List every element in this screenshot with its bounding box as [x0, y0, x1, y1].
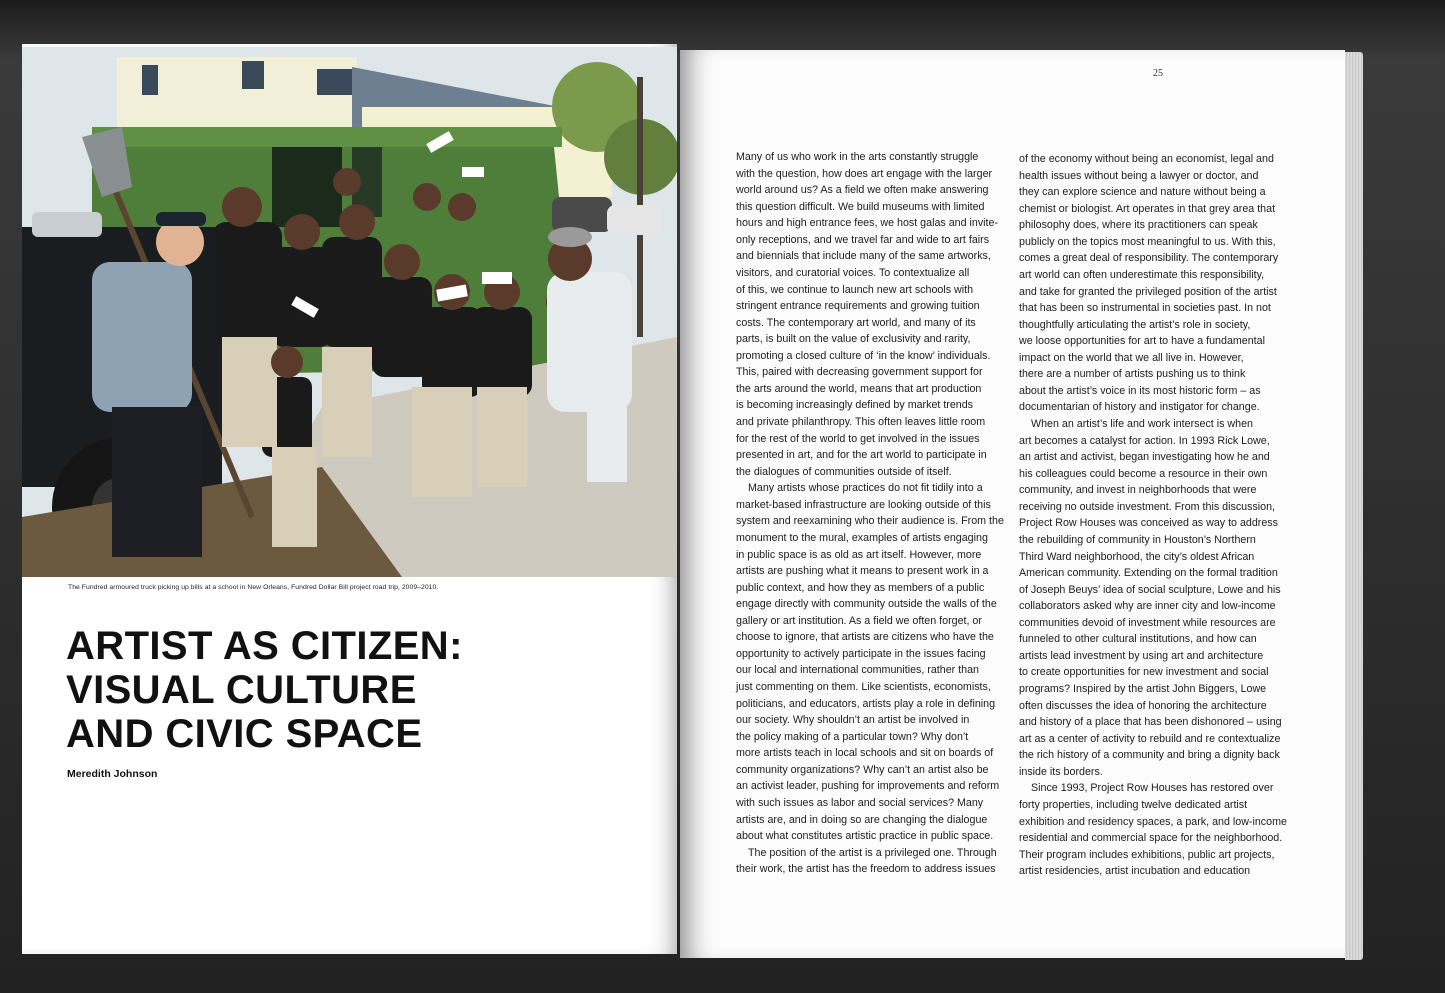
body-text-line: monument to the mural, examples of artists engaging [736, 531, 988, 544]
body-text-line: funneled to other cultural institutions, and how can [1019, 633, 1257, 646]
body-text-line: there are a number of artists pushing us to think [1019, 368, 1246, 381]
body-text-line: our society. Why shouldn’t an artist be involved in [736, 714, 970, 727]
body-text-line: art world can often underestimate this responsibility, [1019, 268, 1265, 281]
body-text-line: with the question, how does art engage with the larger [736, 167, 993, 180]
photo-caption: The Fundred armoured truck picking up bills at a school in New Orleans, Fundred Dollar Bill project road trip, 2009–2010. [68, 584, 439, 591]
body-text-line: and history of a place that has been dishonored – using [1019, 716, 1282, 729]
body-text-line: that has been so instrumental in societies past. In not [1019, 302, 1271, 315]
body-text-line: the dialogues of communities outside of itself. [736, 465, 952, 478]
body-text-line: thoughtfully articulating the artist’s role in society, [1019, 318, 1251, 331]
body-text-line: comes a great deal of responsibility. The contemporary [1019, 252, 1279, 265]
body-text-line: this question difficult. We build museums with limited [736, 200, 985, 213]
body-text-line: is becoming increasingly defined by market trends [736, 399, 974, 412]
page-edges [1345, 52, 1363, 960]
body-text-line: system and reexamining who their audience is. From the [736, 515, 1004, 528]
body-text-line: presented in art, and for the art world to participate in [736, 449, 987, 462]
body-text-line: forty properties, including twelve dedicated artist [1019, 798, 1248, 811]
body-text-line: just commenting on them. Like scientists, economists, [736, 681, 991, 693]
body-text-line: costs. The contemporary art world, and many of its [736, 316, 976, 329]
body-text-line: only receptions, and we travel far and wide to art fairs [736, 233, 990, 246]
body-text-line: artists lead investment by using art and architecture [1019, 649, 1264, 662]
body-text-line: and biennials that include many of the same artworks, [736, 250, 991, 263]
body-text-line: the policy making of a particular town? Why don’t [736, 730, 969, 743]
body-text-line: more artists teach in local schools and sit on boards of [736, 747, 994, 760]
body-text-line: stringent entrance requirements and growing tuition [736, 300, 980, 313]
title-line: AND CIVIC SPACE [66, 712, 423, 756]
body-text-line: and private philanthropy. This often leaves little room [736, 416, 986, 428]
body-text-line: artists are pushing what it means to present work in a [736, 565, 989, 578]
body-text-line: art as a center of activity to rebuild and re contextualize [1019, 732, 1281, 745]
body-text-line: programs? Inspired by the artist John Biggers, Lowe [1019, 683, 1267, 695]
body-text-line: Their program includes exhibitions, public art projects, [1019, 848, 1275, 861]
body-text-line: collaborators asked why are inner city and low-income [1019, 600, 1276, 613]
body-text-line: communities devoid of investment while resources are [1019, 616, 1276, 629]
body-text-line: inside its borders. [1019, 765, 1103, 778]
body-text-line: market-based infrastructure are looking outside of this [736, 498, 991, 511]
body-text-line: publicly on the topics most meaningful to us. With this, [1019, 235, 1276, 248]
body-text-line: impact on the world that we all live in. However, [1019, 351, 1244, 364]
body-text-line: politicians, and educators, artists play a role in defining [736, 697, 996, 710]
body-text-line: philosophy does, where its practitioners can speak [1019, 219, 1258, 232]
body-text-line: for the rest of the world to get involved in the issues [736, 432, 980, 445]
body-text-line: When an artist’s life and work intersect is when [1031, 418, 1253, 430]
body-text-line: the rebuilding of community in Houston’s Northern [1019, 533, 1256, 546]
body-text-line: his colleagues could become a resource in their own [1019, 467, 1268, 480]
body-text-line: parts, is built on the value of exclusivity and rarity, [736, 333, 971, 346]
body-text-line: promoting a closed culture of ‘in the know’ individuals. [736, 349, 991, 362]
body-text-line: in public space is as old as art itself. However, more [736, 548, 982, 561]
body-text-line: art becomes a catalyst for action. In 1993 Rick Lowe, [1019, 434, 1270, 447]
body-text-line: world around us? As a field we often make answering [736, 184, 989, 197]
body-text-line: This, paired with decreasing government support for [736, 366, 983, 379]
body-text-line: to create opportunities for new investment and social [1019, 666, 1269, 679]
body-text-line: receiving no outside investment. From this discussion, [1019, 500, 1276, 513]
body-text-line: exhibition and residency spaces, a park, and low-income [1019, 815, 1287, 828]
body-text-line: an activist leader, pushing for improvements and reform [736, 780, 1000, 793]
body-text-line: about the artist’s voice in its most historic form – as [1019, 384, 1261, 397]
text-column-1 [736, 149, 1008, 878]
body-text-line: community, and invest in neighborhoods that were [1019, 484, 1257, 497]
body-text-line: their work, the artist has the freedom to address issues [736, 863, 996, 876]
body-text-line: about what constitutes artistic practice in public space. [736, 830, 994, 843]
body-text-line: health issues without being a lawyer or doctor, and [1019, 169, 1259, 182]
body-text-line: opportunity to actively participate in the issues facing [736, 647, 986, 660]
body-text-line: they can explore science and nature without being a [1019, 186, 1266, 199]
body-text-line: we loose opportunities for art to have a fundamental [1019, 335, 1265, 348]
body-text-line: the rich history of a community and bring a dignity back [1019, 749, 1280, 762]
author-name: Meredith Johnson [67, 768, 158, 780]
body-text-line: Since 1993, Project Row Houses has restored over [1031, 782, 1274, 795]
body-text-line: artists are, and in doing so are changing the dialogue [736, 813, 988, 826]
body-text-line: American community. Extending on the formal tradition [1019, 567, 1278, 580]
body-text-line: documentarian of history and instigator for change. [1019, 401, 1260, 414]
body-text-line: chemist or biologist. Art operates in that grey area that [1019, 202, 1276, 215]
body-text-line: residential and commercial space for the neighborhood. [1019, 832, 1283, 845]
body-text-line: visitors, and curatorial voices. To contextualize all [736, 266, 970, 279]
body-text-line: choose to ignore, that artists are citizens who have the [736, 631, 994, 644]
body-text-line: of Joseph Beuys’ idea of social sculpture, Lowe and his [1019, 583, 1281, 596]
body-text-line: Many artists whose practices do not fit tidily into a [748, 482, 983, 495]
body-text-line: hours and high entrance fees, we host galas and invite- [736, 217, 999, 230]
body-text-line: community organizations? Why can’t an artist also be [736, 763, 989, 776]
body-text-line: with such issues as labor and social services? Many [736, 796, 984, 809]
body-text-line: an artist and activist, began investigating how he and [1019, 451, 1270, 464]
body-text-line: Project Row Houses was conceived as way to address [1019, 517, 1278, 530]
body-text-line: and take for granted the privileged position of the artist [1019, 285, 1277, 298]
body-text-line: Third Ward neighborhood, the city’s oldest African [1019, 550, 1255, 563]
body-text-line: engage directly with community outside the walls of the [736, 598, 997, 611]
body-text-line: of the economy without being an economist, legal and [1019, 153, 1274, 165]
body-text-line: our local and international communities, rather than [736, 664, 979, 677]
page-number: 25 [1153, 68, 1163, 79]
body-text-line: of this, we continue to launch new art schools with [736, 283, 974, 296]
article-title [66, 624, 566, 756]
article-photo [22, 47, 677, 577]
body-text-line: gallery or art institution. As a field we often forget, or [736, 614, 982, 627]
title-line: ARTIST AS CITIZEN: [66, 624, 463, 668]
title-line: VISUAL CULTURE [66, 668, 417, 712]
body-text-line: the arts around the world, means that art production [736, 382, 982, 395]
body-text-line: The position of the artist is a privileged one. Through [748, 846, 997, 859]
body-text-line: public context, and how they as members of a public [736, 581, 985, 594]
body-text-line: artist residencies, artist incubation and education [1019, 865, 1251, 878]
body-text-line: Many of us who work in the arts constantly struggle [736, 151, 979, 163]
text-column-2 [1019, 151, 1294, 880]
body-text-line: often discusses the idea of honoring the architecture [1019, 699, 1267, 712]
